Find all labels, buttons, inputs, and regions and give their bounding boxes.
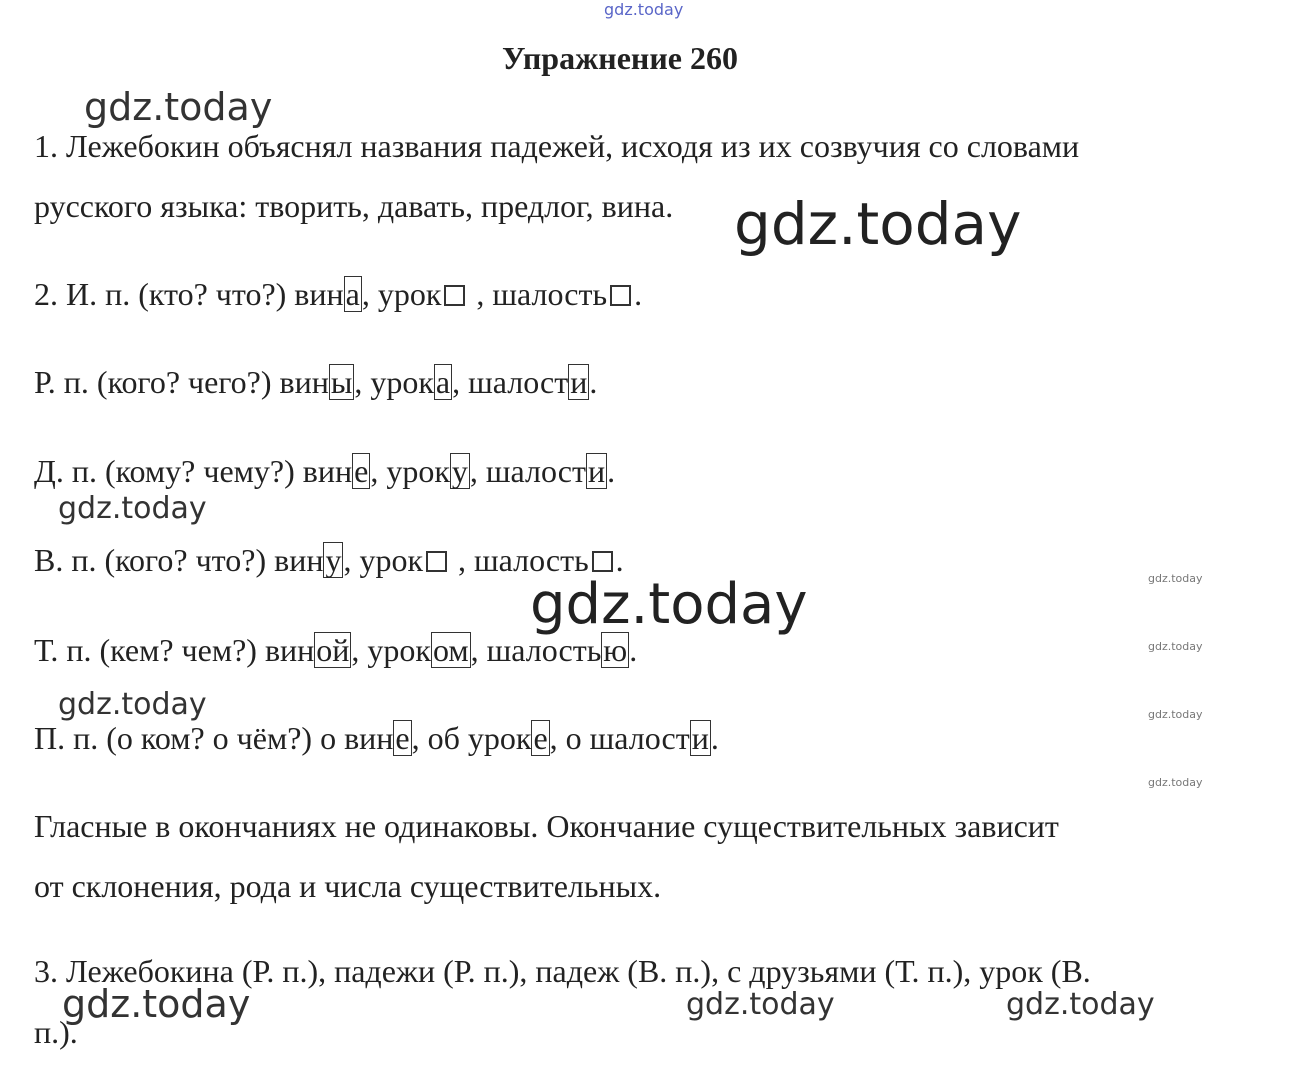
watermark-small: gdz.today	[1148, 708, 1203, 721]
ending-box: и	[691, 720, 709, 756]
ending-box: и	[570, 364, 588, 400]
case-lead: Т. п. (кем? чем?) вин	[34, 632, 315, 668]
zero-ending-box	[426, 551, 447, 572]
case-lead: Д. п. (кому? чему?) вин	[34, 453, 353, 489]
case-instrumental	[34, 630, 637, 670]
case-text: .	[607, 453, 616, 489]
case-genitive	[34, 362, 597, 402]
ending-box: е	[354, 453, 369, 489]
case-text: , шалост	[452, 364, 569, 400]
case-text: .	[615, 542, 624, 578]
zero-ending-box	[592, 551, 613, 572]
case-text: , урок	[354, 364, 434, 400]
case-text: , шалость	[470, 632, 602, 668]
case-text: , урок	[343, 542, 423, 578]
watermark: gdz.today	[58, 687, 207, 722]
case-text: , урок	[370, 453, 450, 489]
ending-box: ы	[330, 364, 353, 400]
watermark: gdz.today	[58, 491, 207, 526]
paragraph-3-line-2: п.).	[34, 1014, 78, 1050]
case-text: , шалость	[450, 542, 589, 578]
case-text: , шалость	[468, 276, 608, 312]
watermark: gdz.today	[1006, 987, 1155, 1022]
ending-box: а	[435, 364, 451, 400]
case-lead: В. п. (кого? что?) вин	[34, 542, 324, 578]
case-nominative	[34, 274, 642, 314]
ending-box: а	[345, 276, 360, 312]
case-text: .	[710, 720, 719, 756]
ending-box: е	[395, 720, 410, 756]
case-text: , об урок	[411, 720, 532, 756]
case-text: , урок	[351, 632, 431, 668]
watermark: gdz.today	[530, 572, 808, 637]
case-text: .	[589, 364, 598, 400]
paragraph-1-line-2: русского языка: творить, давать, предлог, вина.	[34, 188, 674, 224]
zero-ending-box	[610, 285, 631, 306]
case-dative	[34, 451, 615, 491]
case-lead: 2. И. п. (кто? что?) вин	[34, 276, 344, 312]
exercise-title: Упражнение 260	[501, 40, 738, 76]
watermark: gdz.today	[84, 85, 273, 129]
case-text: .	[629, 632, 638, 668]
watermark-small: gdz.today	[1148, 640, 1203, 653]
paragraph-3-line-1: 3. Лежебокина (Р. п.), падежи (Р. п.), падеж (В. п.), с друзьями (Т. п.), урок (В.	[34, 953, 1091, 989]
case-text: , о шалост	[549, 720, 690, 756]
case-lead: Р. п. (кого? чего?) вин	[34, 364, 329, 400]
case-prepositional	[34, 718, 719, 758]
watermark-small: gdz.today	[1148, 572, 1203, 585]
ending-box: у	[325, 542, 342, 578]
case-text: , урок	[361, 276, 442, 312]
case-lead: П. п. (о ком? о чём?) о вин	[34, 720, 394, 756]
zero-ending-box	[444, 285, 465, 306]
ending-box: ю	[603, 632, 628, 668]
watermark: gdz.today	[686, 987, 835, 1022]
watermark-top: gdz.today	[604, 0, 684, 19]
conclusion-line-1: Гласные в окончаниях не одинаковы. Окончание существительных зависит	[34, 808, 1059, 844]
watermark: gdz.today	[734, 190, 1022, 258]
case-text: , шалост	[469, 453, 586, 489]
conclusion-line-2: от склонения, рода и числа существительных.	[34, 868, 662, 904]
watermark: gdz.today	[62, 982, 251, 1026]
watermark-small: gdz.today	[1148, 776, 1203, 789]
ending-box: е	[533, 720, 548, 756]
ending-box: и	[587, 453, 606, 489]
case-text: .	[634, 276, 643, 312]
ending-box: ом	[432, 632, 469, 668]
ending-box: у	[451, 453, 468, 489]
paragraph-1-line-1: 1. Лежебокин объяснял названия падежей, исходя из их созвучия со словами	[34, 128, 1080, 164]
ending-box: ой	[316, 632, 350, 668]
